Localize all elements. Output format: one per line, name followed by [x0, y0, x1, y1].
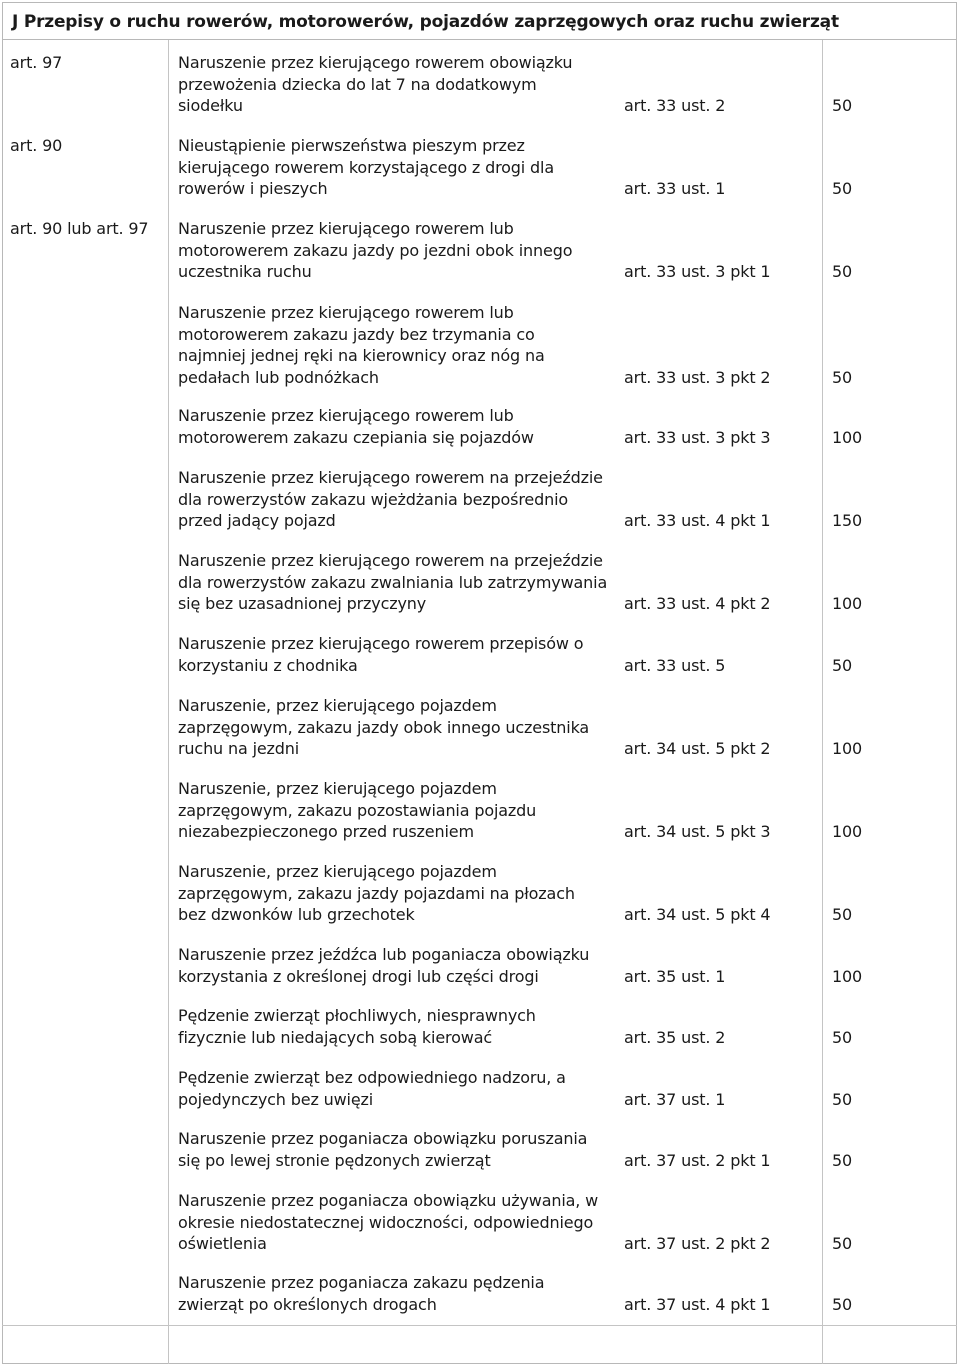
legal-reference-cell: art. 34 ust. 5 pkt 2 — [624, 739, 771, 758]
legal-reference-cell: art. 35 ust. 1 — [624, 966, 726, 986]
legal-reference-cell: art. 33 ust. 1 — [624, 179, 726, 198]
description-line: fizycznie lub niedających sobą kierować — [178, 1027, 492, 1047]
description-line: Nieustąpienie pierwszeństwa pieszym przez — [178, 136, 525, 155]
fine-amount-cell: 50 — [832, 1294, 853, 1314]
section-title: J Przepisy o ruchu rowerów, motorowerów, pojazdów zaprzęgowych oraz ruchu zwierząt — [12, 12, 839, 32]
article-cell: art. 90 lub art. 97 — [10, 219, 149, 238]
fine-amount-cell: 100 — [832, 822, 863, 841]
description-line: zaprzęgowym, zakazu jazdy pojazdami na płozach — [178, 883, 575, 903]
fine-amount-cell: 50 — [832, 367, 853, 387]
description-line: Naruszenie przez kierującego rowerem lub — [178, 406, 514, 425]
fine-amount-cell: 100 — [832, 594, 863, 613]
description-line: motorowerem zakazu jazdy bez trzymania co — [178, 324, 535, 344]
fine-amount-cell: 100 — [832, 739, 863, 758]
description-line: bez dzwonków lub grzechotek — [178, 905, 415, 924]
description-line: niezabezpieczonego przed ruszeniem — [178, 822, 474, 841]
description-line: Naruszenie, przez kierującego pojazdem — [178, 862, 497, 881]
description-line: oświetlenia — [178, 1234, 267, 1253]
description-line: motorowerem zakazu jazdy po jezdni obok innego — [178, 240, 573, 260]
fine-amount-cell: 50 — [832, 1150, 853, 1170]
description-line: Naruszenie przez poganiacza obowiązku używania, w — [178, 1191, 599, 1210]
fine-amount-cell: 50 — [832, 655, 853, 675]
legal-reference-cell: art. 37 ust. 4 pkt 1 — [624, 1294, 771, 1314]
legal-reference-cell: art. 37 ust. 2 pkt 1 — [624, 1150, 771, 1170]
description-line: zaprzęgowym, zakazu jazdy obok innego uczestnika — [178, 717, 590, 737]
description-line: kierującego rowerem korzystającego z drogi dla — [178, 157, 554, 177]
section-header-row — [2, 2, 957, 40]
description-line: rowerów i pieszych — [178, 179, 328, 198]
description-line: Naruszenie, przez kierującego pojazdem — [178, 779, 497, 798]
legal-reference-cell: art. 34 ust. 5 pkt 4 — [624, 905, 771, 924]
description-line: siodełku — [178, 96, 243, 115]
description-line: się po lewej stronie pędzonych zwierząt — [178, 1150, 491, 1170]
description-line: przed jadący pojazd — [178, 511, 336, 530]
description-line: Naruszenie przez poganiacza zakazu pędzenia — [178, 1273, 545, 1292]
description-line: Naruszenie przez kierującego rowerem lub — [178, 219, 514, 238]
legal-reference-cell: art. 33 ust. 3 pkt 2 — [624, 367, 771, 387]
description-line: Naruszenie, przez kierującego pojazdem — [178, 696, 497, 715]
description-line: okresie niedostatecznej widoczności, odpowiedniego — [178, 1212, 594, 1232]
empty-row-divider — [2, 1325, 957, 1326]
description-line: zaprzęgowym, zakazu pozostawiania pojazdu — [178, 800, 537, 820]
description-line: Naruszenie przez kierującego rowerem lub — [178, 303, 514, 322]
description-line: Naruszenie przez kierującego rowerem obowiązku — [178, 53, 573, 72]
description-line: Pędzenie zwierząt płochliwych, niesprawnych — [178, 1006, 536, 1025]
column-divider — [822, 40, 823, 1364]
description-line: ruchu na jezdni — [178, 739, 300, 758]
description-line: uczestnika ruchu — [178, 262, 312, 281]
description-line: pedałach lub podnóżkach — [178, 367, 379, 387]
fine-amount-cell: 50 — [832, 1234, 853, 1253]
fine-amount-cell: 50 — [832, 905, 853, 924]
description-line: Naruszenie przez kierującego rowerem na przejeździe — [178, 468, 603, 487]
legal-reference-cell: art. 34 ust. 5 pkt 3 — [624, 822, 771, 841]
description-line: Naruszenie przez kierującego rowerem przepisów o — [178, 634, 584, 653]
description-line: dla rowerzystów zakazu zwalniania lub zatrzymywania — [178, 572, 608, 592]
column-divider — [168, 40, 169, 1364]
legal-reference-cell: art. 33 ust. 3 pkt 3 — [624, 427, 771, 447]
legal-reference-cell: art. 37 ust. 1 — [624, 1089, 726, 1109]
description-line: Naruszenie przez jeźdźca lub poganiacza obowiązku — [178, 945, 590, 964]
legal-reference-cell: art. 33 ust. 5 — [624, 655, 726, 675]
description-line: najmniej jednej ręki na kierownicy oraz nóg na — [178, 346, 545, 365]
description-line: Naruszenie przez poganiacza obowiązku poruszania — [178, 1129, 588, 1148]
article-cell: art. 97 — [10, 53, 63, 72]
article-cell: art. 90 — [10, 136, 63, 155]
legal-reference-cell: art. 33 ust. 4 pkt 2 — [624, 594, 771, 613]
legal-reference-cell: art. 33 ust. 4 pkt 1 — [624, 511, 771, 530]
legal-reference-cell: art. 33 ust. 3 pkt 1 — [624, 262, 771, 281]
description-line: korzystania z określonej drogi lub części drogi — [178, 966, 539, 986]
fine-amount-cell: 150 — [832, 511, 863, 530]
description-line: korzystaniu z chodnika — [178, 655, 358, 675]
description-line: się bez uzasadnionej przyczyny — [178, 594, 427, 613]
description-line: zwierząt po określonych drogach — [178, 1294, 437, 1314]
description-line: Pędzenie zwierząt bez odpowiedniego nadzoru, a — [178, 1068, 566, 1087]
fine-amount-cell: 100 — [832, 966, 863, 986]
fine-amount-cell: 50 — [832, 1027, 853, 1047]
legal-reference-cell: art. 37 ust. 2 pkt 2 — [624, 1234, 771, 1253]
fine-amount-cell: 100 — [832, 427, 863, 447]
fine-amount-cell: 50 — [832, 179, 853, 198]
description-line: pojedynczych bez uwięzi — [178, 1089, 374, 1109]
description-line: motorowerem zakazu czepiania się pojazdów — [178, 427, 534, 447]
fine-amount-cell: 50 — [832, 262, 853, 281]
description-line: przewożenia dziecka do lat 7 na dodatkowym — [178, 74, 537, 94]
legal-reference-cell: art. 33 ust. 2 — [624, 96, 726, 115]
fine-amount-cell: 50 — [832, 96, 853, 115]
description-line: dla rowerzystów zakazu wjeżdżania bezpośrednio — [178, 489, 569, 509]
fine-amount-cell: 50 — [832, 1089, 853, 1109]
description-line: Naruszenie przez kierującego rowerem na przejeździe — [178, 551, 603, 570]
legal-reference-cell: art. 35 ust. 2 — [624, 1027, 726, 1047]
